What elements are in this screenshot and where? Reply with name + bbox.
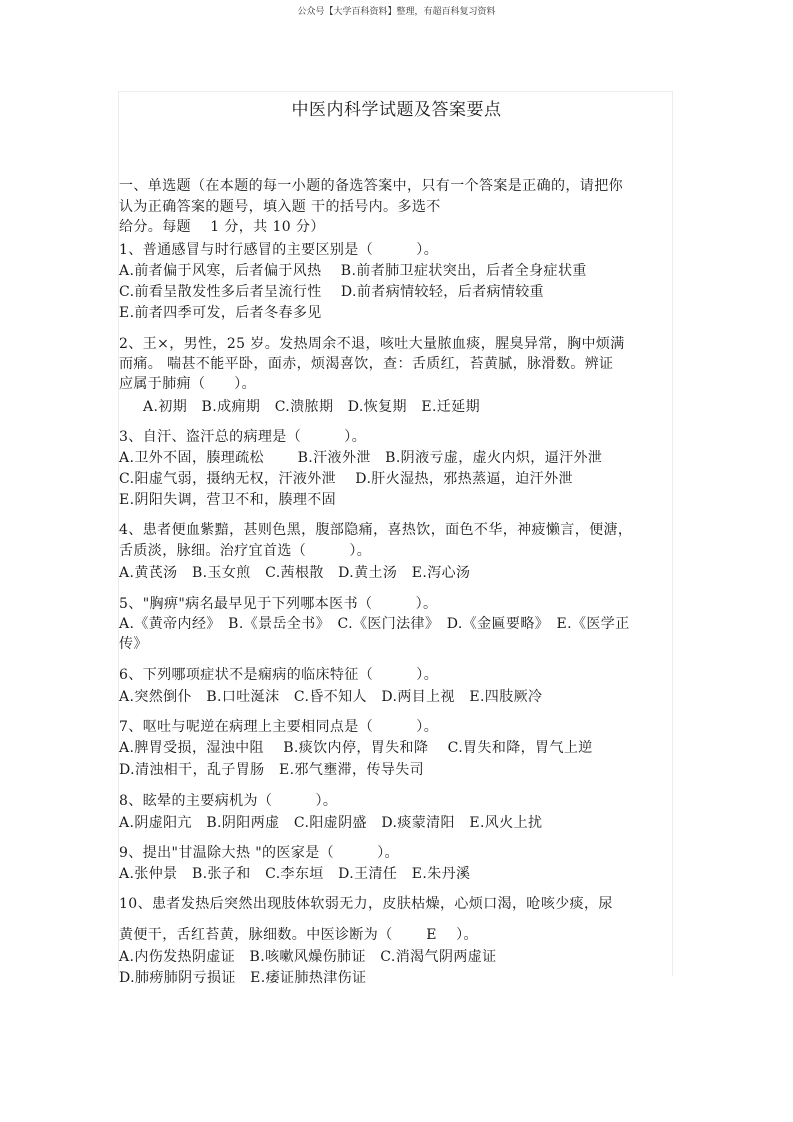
question-8-options: A.阴虚阳亢 B.阴阳两虚 C.阳虚阴盛 D.痰蒙清阳 E.风火上扰: [119, 815, 543, 831]
question-3-options: E.阴阳失调，营卫不和，腠理不固: [119, 492, 337, 508]
question-10-options: A.内伤发热阴虚证 B.咳嗽风燥伤肺证 C.消渴气阴两虚证: [119, 949, 497, 965]
question-10-options: D.肺痨肺阴亏损证 E.痿证肺热津伤证: [119, 970, 367, 986]
question-7-stem: 7、呕吐与呢逆在病理上主要相同点是（ ）。: [119, 719, 439, 735]
question-1-options: A.前者偏于风寒，后者偏于风热 B.前者肺卫症状突出，后者全身症状重: [119, 263, 587, 279]
question-5-options: 传》: [119, 636, 148, 652]
question-4-options: A.黄芪汤 B.玉女煎 C.茜根散 D.黄土汤 E.泻心汤: [119, 565, 471, 581]
question-3-options: A.卫外不固，腠理疏松 B.汗液外泄 B.阴液亏虚，虚火内炽，逼汗外泄: [119, 450, 603, 466]
question-10-stem: 10、患者发热后突然出现肢体软弱无力，皮肤枯燥，心烦口渴，呛咳少痰，尿: [119, 896, 613, 912]
question-10-stem: 黄便干，舌红苔黄，脉细数。中医诊断为（ E ）。: [119, 927, 478, 943]
question-5-stem: 5、"胸痹"病名最早见于下列哪本医书（ ）。: [119, 596, 438, 612]
question-9-stem: 9、提出"甘温除大热 "的医家是（ ）。: [119, 845, 400, 861]
question-4-stem: 4、患者便血紫黯，甚则色黑，腹部隐痛，喜热饮，面色不华，神疲懒言，便溏，: [119, 522, 633, 538]
question-9-options: A.张仲景 B.张子和 C.李东垣 D.王清任 E.朱丹溪: [119, 866, 471, 882]
question-5-options: A.《黄帝内经》 B.《景岳全书》 C.《医门法律》 D.《金匾要略》 E.《医学正: [119, 616, 630, 632]
question-8-stem: 8、眩晕的主要病机为（ ）。: [119, 793, 338, 809]
question-4-stem: 舌质淡，脉细。治疗宜首选（ ）。: [119, 543, 372, 559]
page-title: 中医内科学试题及答案要点: [291, 100, 502, 120]
question-1-stem: 1、普通感冒与时行感冒的主要区别是（ ）。: [119, 242, 439, 258]
question-3-options: C.阳虚气弱，摄纳无权，汗液外泄 D.肝火湿热，邪热蒸逼，迫汗外泄: [119, 471, 573, 487]
question-2-stem: 而痛。 喘甚不能平卧，面赤，烦渴喜饮，查：舌质红，苔黄腻，脉滑数。辨证: [119, 356, 614, 372]
section-intro-line: 给分。每题 1 分，共 10 分）: [119, 219, 325, 235]
question-7-options: D.清浊相干，乱子胃肠 E.邪气壅滞，传导失司: [119, 762, 425, 778]
question-2-options: A.初期 B.成痈期 C.溃脓期 D.恢复期 E.迁延期: [143, 399, 481, 415]
question-1-options: E.前者四季可发，后者冬春多见: [119, 305, 322, 321]
section-intro-line: 认为正确答案的题号，填入题 干的括号内。多选不: [119, 199, 441, 215]
section-intro-line: 一、单选题（在本题的每一小题的备选答案中，只有一个答案是正确的，请把你: [119, 178, 623, 194]
question-6-stem: 6、下列哪项症状不是痫病的临床特征（ ）。: [119, 667, 439, 683]
question-6-options: A.突然倒仆 B.口吐涎沫 C.昏不知人 D.两目上视 E.四肢厥冷: [119, 689, 543, 705]
question-2-stem: 2、王×，男性，25 岁。发热周余不退，咳吐大量脓血痰，腥臭异常，胸中烦满: [119, 336, 625, 352]
question-3-stem: 3、自汗、盗汗总的病理是（ ）。: [119, 429, 367, 445]
question-1-options: C.前看呈散发性多后者呈流行性 D.前者病情较轻，后者病情较重: [119, 284, 545, 300]
question-7-options: A.脾胃受损，湿浊中阻 B.痰饮内停，胃失和降 C.胃失和降，胃气上逆: [119, 740, 593, 756]
page-header-note: 公众号【大学百科资料】整理，有超百科复习资料: [297, 7, 496, 17]
question-2-stem: 应属于肺痈（ ）。: [119, 376, 256, 392]
